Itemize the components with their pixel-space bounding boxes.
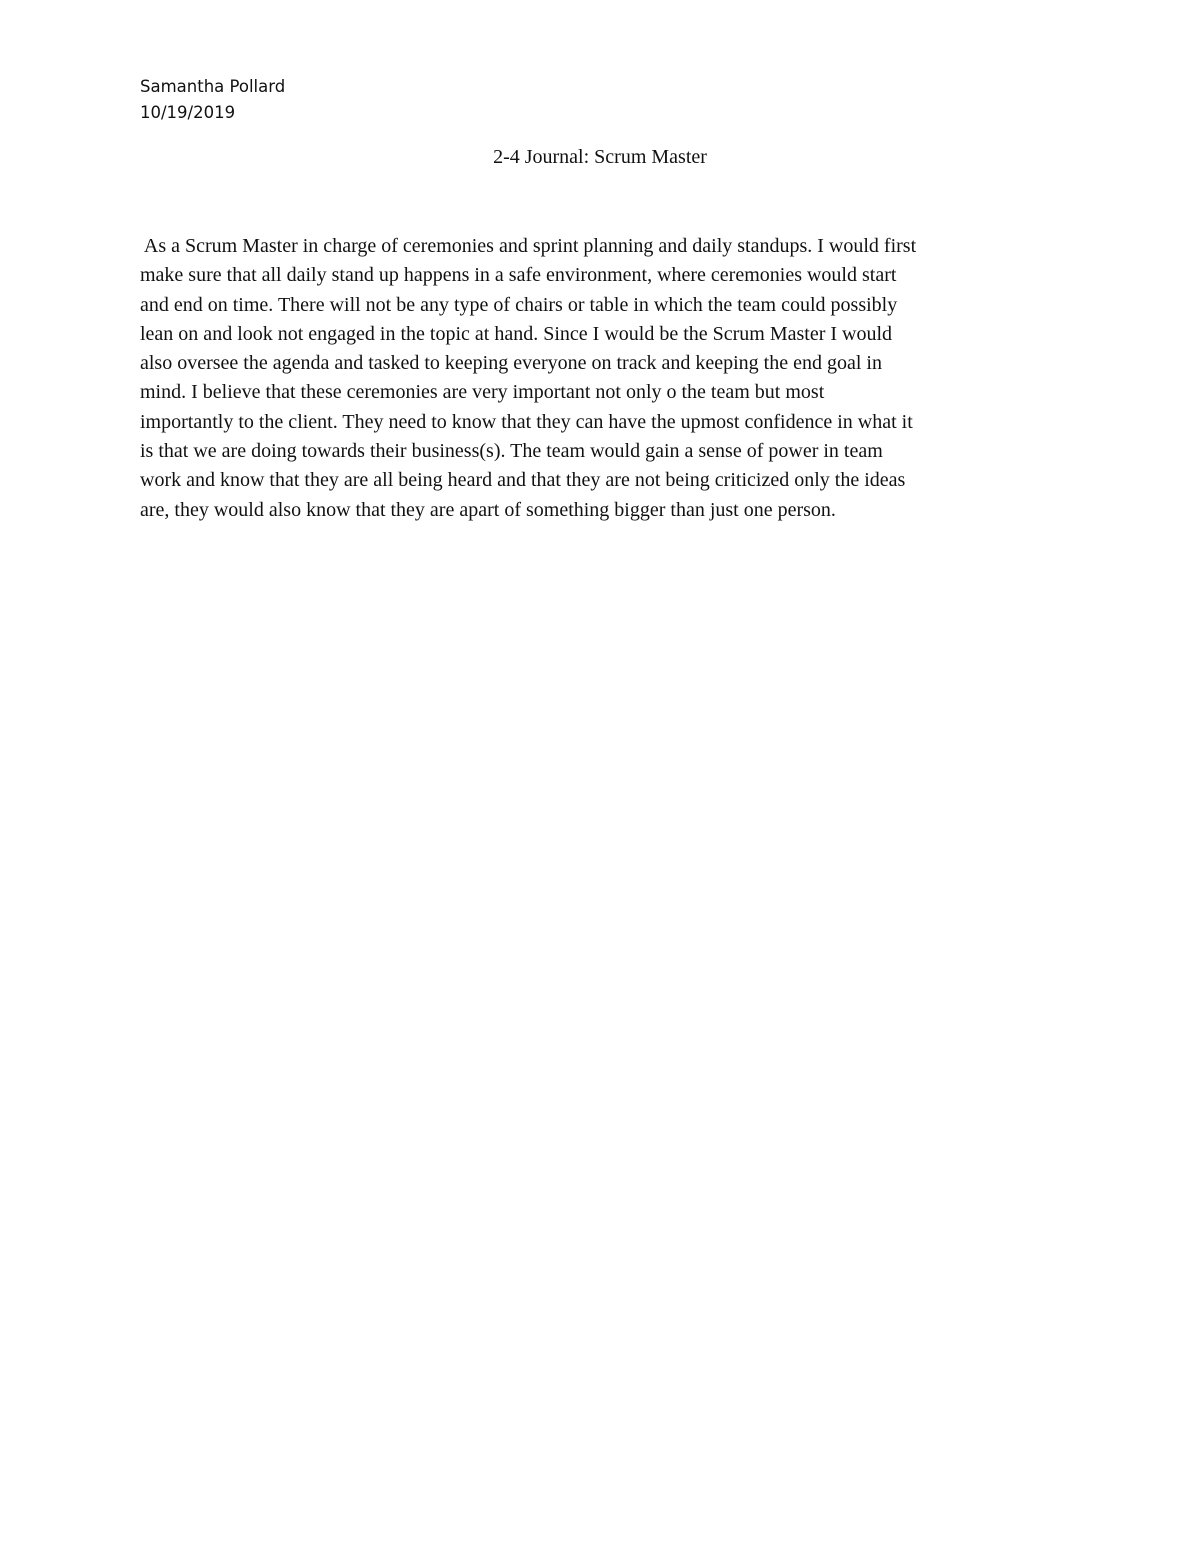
body-line: work and know that they are all being heard and that they are not being criticized only the ideas <box>140 469 906 492</box>
body-line: also oversee the agenda and tasked to keeping everyone on track and keeping the end goal in <box>140 352 882 375</box>
author-name: Samantha Pollard <box>140 77 286 96</box>
body-line: is that we are doing towards their business(s). The team would gain a sense of power in team <box>140 440 883 463</box>
body-line: are, they would also know that they are apart of something bigger than just one person. <box>140 498 836 521</box>
body-line: make sure that all daily stand up happens in a safe environment, where ceremonies would start <box>140 264 897 287</box>
header-block <box>140 74 285 126</box>
body-line: mind. I believe that these ceremonies are very important not only o the team but most <box>140 381 825 404</box>
body-line: lean on and look not engaged in the topic at hand. Since I would be the Scrum Master I would <box>140 322 893 345</box>
document-title: 2-4 Journal: Scrum Master <box>493 146 707 168</box>
document-date: 10/19/2019 <box>140 103 236 122</box>
body-line: As a Scrum Master in charge of ceremonies and sprint planning and daily standups. I would first <box>140 235 917 257</box>
body-line: and end on time. There will not be any type of chairs or table in which the team could possibly <box>140 293 898 316</box>
body-paragraph <box>140 232 1080 525</box>
body-line: importantly to the client. They need to know that they can have the upmost confidence in what it <box>140 410 913 433</box>
